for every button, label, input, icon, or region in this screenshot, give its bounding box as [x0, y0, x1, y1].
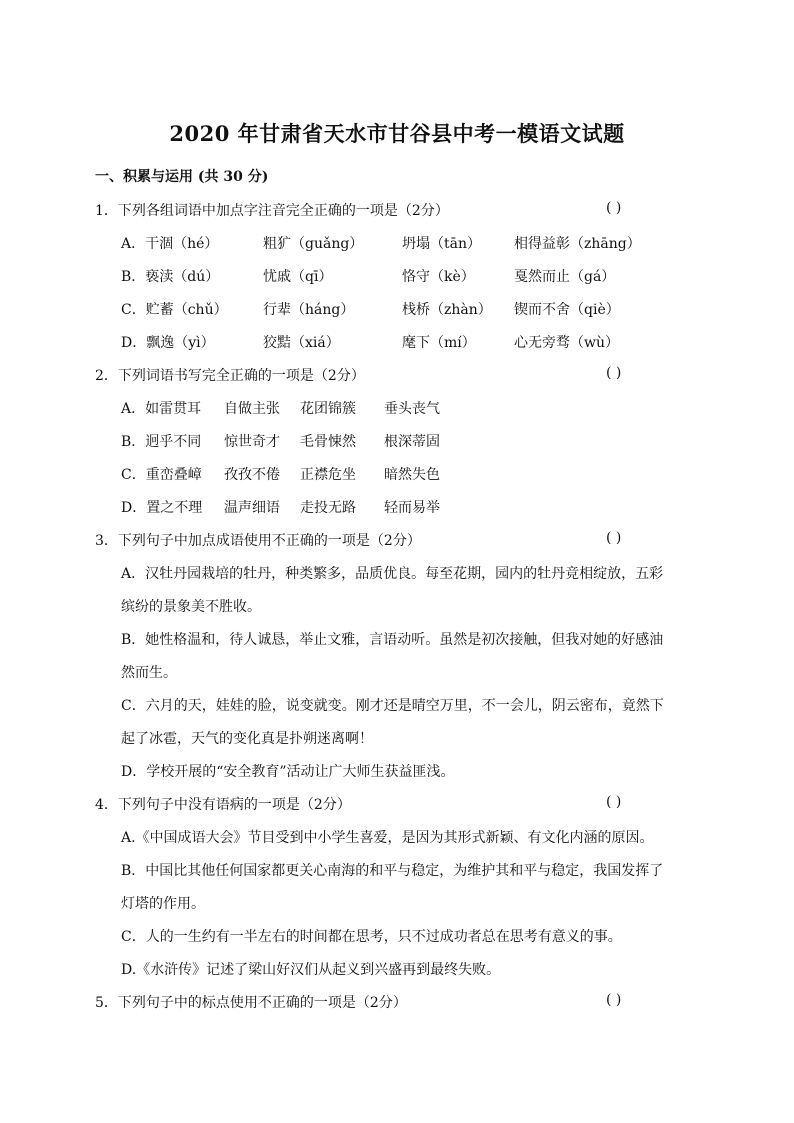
q2-option-d-2: 温声细语 [224, 500, 280, 516]
question-1-answer-blank: ( ) [606, 200, 622, 216]
q2-option-a-4: 垂头丧气 [384, 401, 440, 417]
q1-option-c-4: 锲而不舍（qiè） [514, 302, 620, 318]
q1-option-b-2: 忧戚（qī） [263, 269, 333, 285]
q2-option-c-1: C．重峦叠嶂 [121, 467, 202, 483]
question-3-stem: 3．下列句子中加点成语使用不正确的一项是（2分） [95, 533, 421, 549]
q2-option-c-4: 暗然失色 [384, 467, 440, 483]
q2-option-a-2: 自做主张 [224, 401, 280, 417]
q2-option-b-2: 惊世奇才 [224, 434, 280, 450]
q1-option-d-1: D．飘逸（yì） [121, 335, 215, 351]
q1-option-a-2: 粗犷（guǎng） [263, 236, 364, 252]
q3-line-3: B．她性格温和，待人诚恳，举止文雅，言语动听。虽然是初次接触，但我对她的好感油 [121, 632, 664, 648]
q2-option-d-1: D．置之不理 [121, 500, 203, 516]
q2-option-b-3: 毛骨悚然 [300, 434, 356, 450]
q1-option-d-3: 麾下（mí） [402, 335, 476, 351]
q4-line-3: 灯塔的作用。 [121, 896, 205, 912]
question-2-stem: 2．下列词语书写完全正确的一项是（2分） [95, 368, 365, 384]
q3-line-5: C．六月的天，娃娃的脸，说变就变。刚才还是晴空万里，不一会儿，阴云密布，竟然下 [121, 698, 664, 714]
q3-line-7: D．学校开展的“安全教育”活动让广大师生获益匪浅。 [121, 764, 455, 780]
q1-option-a-3: 坍塌（tān） [402, 236, 481, 252]
q3-line-6: 起了冰雹，天气的变化真是扑朔迷离啊！ [121, 731, 373, 747]
q3-line-4: 然而生。 [121, 665, 177, 681]
question-1-stem: 1．下列各组词语中加点字注音完全正确的一项是（2分） [95, 203, 449, 219]
q1-option-a-1: A．干涸（hé） [121, 236, 219, 252]
q1-option-c-1: C．贮蓄（chǔ） [121, 302, 228, 318]
q1-option-b-1: B．亵渎（dú） [121, 269, 220, 285]
q4-line-1: A.《中国成语大会》节目受到中小学生喜爱，是因为其形式新颖、有文化内涵的原因。 [121, 830, 654, 846]
section-heading: 一、积累与运用 (共 30 分) [95, 169, 269, 185]
question-4-stem: 4．下列句子中没有语病的一项是（2分） [95, 797, 351, 813]
q3-line-1: A．汉牡丹园栽培的牡丹，种类繁多，品质优良。每至花期，园内的牡丹竞相绽放，五彩 [121, 566, 664, 582]
page-title: 2020 年甘肃省天水市甘谷县中考一模语文试题 [169, 121, 625, 146]
q1-option-d-4: 心无旁骛（wù） [514, 335, 619, 351]
q2-option-b-4: 根深蒂固 [384, 434, 440, 450]
q2-option-a-1: A．如雷贯耳 [121, 401, 202, 417]
q1-option-c-3: 栈桥（zhàn） [402, 302, 492, 318]
q2-option-d-3: 走投无路 [300, 500, 356, 516]
q1-option-c-2: 行辈（háng） [263, 302, 355, 318]
q4-line-2: B．中国比其他任何国家都更关心南海的和平与稳定，为维护其和平与稳定，我国发挥了 [121, 863, 664, 879]
q4-line-5: D.《水浒传》记述了梁山好汉们从起义到兴盛再到最终失败。 [121, 962, 501, 978]
question-4-answer-blank: ( ) [606, 794, 622, 810]
q2-option-d-4: 轻而易举 [384, 500, 440, 516]
question-2-answer-blank: ( ) [606, 365, 622, 381]
question-3-answer-blank: ( ) [606, 530, 622, 546]
q1-option-a-4: 相得益彰（zhāng） [514, 236, 641, 252]
q2-option-c-3: 正襟危坐 [300, 467, 356, 483]
q4-line-4: C．人的一生约有一半左右的时间都在思考，只不过成功者总在思考有意义的事。 [121, 929, 622, 945]
question-5-answer-blank: ( ) [606, 992, 622, 1008]
question-5-stem: 5．下列句子中的标点使用不正确的一项是（2分） [95, 995, 407, 1011]
q2-option-a-3: 花团锦簇 [300, 401, 356, 417]
q1-option-b-4: 戛然而止（gá） [514, 269, 616, 285]
q1-option-d-2: 狡黠（xiá） [263, 335, 340, 351]
q2-option-c-2: 孜孜不倦 [224, 467, 280, 483]
q1-option-b-3: 恪守（kè） [402, 269, 475, 285]
q3-line-2: 缤纷的景象美不胜收。 [121, 599, 261, 615]
q2-option-b-1: B．迥乎不同 [121, 434, 202, 450]
